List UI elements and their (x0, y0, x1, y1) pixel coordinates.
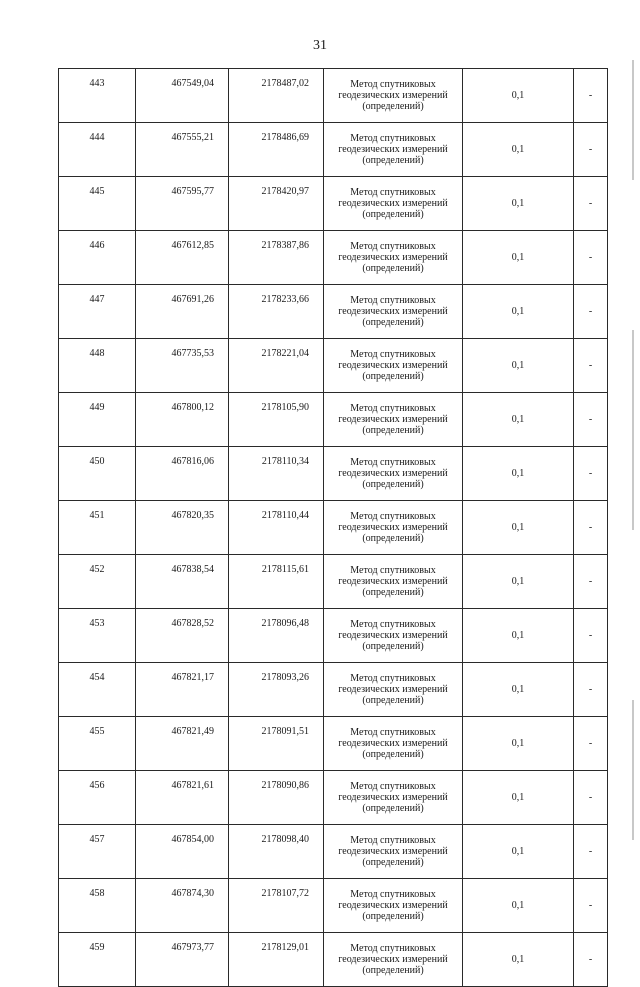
method-text: Метод спутниковых геодезических измерений (определений) (338, 673, 448, 706)
accuracy-text: 0,1 (511, 900, 525, 911)
accuracy-cell (463, 339, 574, 393)
y-coordinate-cell (229, 717, 324, 771)
description-text: - (588, 522, 593, 533)
table-row (59, 717, 608, 771)
y-coordinate-text: 2178420,97 (261, 186, 309, 197)
x-coordinate-cell (136, 231, 229, 285)
accuracy-cell (463, 177, 574, 231)
method-text: Метод спутниковых геодезических измерений (определений) (338, 349, 448, 382)
method-text: Метод спутниковых геодезических измерений (определений) (338, 835, 448, 868)
x-coordinate-text: 467735,53 (171, 348, 214, 359)
point-number-cell (59, 879, 136, 933)
accuracy-text: 0,1 (511, 144, 525, 155)
x-coordinate-cell (136, 285, 229, 339)
method-cell (324, 771, 463, 825)
description-text: - (588, 684, 593, 695)
point-number-cell (59, 501, 136, 555)
table-row (59, 339, 608, 393)
point-number-text: 451 (89, 510, 105, 521)
description-cell (574, 285, 608, 339)
y-coordinate-text: 2178093,26 (261, 672, 309, 683)
x-coordinate-text: 467800,12 (171, 402, 214, 413)
page-number: 31 (313, 38, 327, 53)
point-number-cell (59, 231, 136, 285)
point-number-cell (59, 339, 136, 393)
scan-edge-mark (632, 60, 634, 180)
point-number-text: 449 (89, 402, 105, 413)
accuracy-text: 0,1 (511, 198, 525, 209)
y-coordinate-cell (229, 825, 324, 879)
description-cell (574, 609, 608, 663)
accuracy-cell (463, 933, 574, 987)
description-text: - (588, 360, 593, 371)
y-coordinate-text: 2178110,44 (261, 510, 309, 521)
description-text: - (588, 198, 593, 209)
accuracy-text: 0,1 (511, 576, 525, 587)
description-text: - (588, 414, 593, 425)
method-text: Метод спутниковых геодезических измерений (определений) (338, 619, 448, 652)
method-cell (324, 717, 463, 771)
accuracy-cell (463, 447, 574, 501)
point-number-cell (59, 555, 136, 609)
table-row (59, 771, 608, 825)
x-coordinate-text: 467549,04 (171, 78, 214, 89)
x-coordinate-cell (136, 879, 229, 933)
method-cell (324, 501, 463, 555)
method-cell (324, 663, 463, 717)
accuracy-cell (463, 771, 574, 825)
y-coordinate-text: 2178096,48 (261, 618, 309, 629)
x-coordinate-cell (136, 717, 229, 771)
description-text: - (588, 468, 593, 479)
point-number-text: 444 (89, 132, 105, 143)
description-text: - (588, 306, 593, 317)
method-cell (324, 285, 463, 339)
coordinates-table-body (59, 69, 608, 987)
description-cell (574, 231, 608, 285)
x-coordinate-text: 467828,52 (171, 618, 214, 629)
point-number-cell (59, 69, 136, 123)
table-row (59, 609, 608, 663)
description-cell (574, 69, 608, 123)
y-coordinate-cell (229, 123, 324, 177)
table-row (59, 231, 608, 285)
point-number-cell (59, 177, 136, 231)
point-number-text: 443 (89, 78, 105, 89)
x-coordinate-text: 467821,49 (171, 726, 214, 737)
y-coordinate-cell (229, 663, 324, 717)
method-cell (324, 609, 463, 663)
x-coordinate-cell (136, 69, 229, 123)
table-row (59, 501, 608, 555)
accuracy-text: 0,1 (511, 252, 525, 263)
x-coordinate-text: 467973,77 (171, 942, 214, 953)
y-coordinate-text: 2178487,02 (261, 78, 309, 89)
accuracy-cell (463, 609, 574, 663)
accuracy-text: 0,1 (511, 792, 525, 803)
method-cell (324, 231, 463, 285)
point-number-text: 456 (89, 780, 105, 791)
method-cell (324, 447, 463, 501)
description-text: - (588, 90, 593, 101)
x-coordinate-cell (136, 609, 229, 663)
accuracy-text: 0,1 (511, 360, 525, 371)
method-text: Метод спутниковых геодезических измерений (определений) (338, 241, 448, 274)
point-number-cell (59, 933, 136, 987)
x-coordinate-cell (136, 933, 229, 987)
y-coordinate-cell (229, 879, 324, 933)
point-number-text: 454 (89, 672, 105, 683)
x-coordinate-text: 467820,35 (171, 510, 214, 521)
accuracy-cell (463, 393, 574, 447)
description-text: - (588, 252, 593, 263)
method-cell (324, 177, 463, 231)
y-coordinate-cell (229, 609, 324, 663)
y-coordinate-cell (229, 177, 324, 231)
x-coordinate-text: 467854,00 (171, 834, 214, 845)
point-number-text: 447 (89, 294, 105, 305)
y-coordinate-cell (229, 447, 324, 501)
y-coordinate-text: 2178107,72 (261, 888, 309, 899)
description-cell (574, 663, 608, 717)
y-coordinate-text: 2178091,51 (261, 726, 309, 737)
table-row (59, 663, 608, 717)
y-coordinate-text: 2178098,40 (261, 834, 309, 845)
method-cell (324, 69, 463, 123)
description-cell (574, 717, 608, 771)
point-number-cell (59, 393, 136, 447)
method-text: Метод спутниковых геодезических измерений (определений) (338, 133, 448, 166)
table-row (59, 69, 608, 123)
point-number-text: 445 (89, 186, 105, 197)
point-number-text: 458 (89, 888, 105, 899)
y-coordinate-cell (229, 285, 324, 339)
y-coordinate-text: 2178090,86 (261, 780, 309, 791)
accuracy-text: 0,1 (511, 414, 525, 425)
method-text: Метод спутниковых геодезических измерений (определений) (338, 187, 448, 220)
point-number-text: 448 (89, 348, 105, 359)
accuracy-text: 0,1 (511, 306, 525, 317)
accuracy-text: 0,1 (511, 522, 525, 533)
accuracy-text: 0,1 (511, 630, 525, 641)
description-text: - (588, 576, 593, 587)
method-cell (324, 879, 463, 933)
description-cell (574, 393, 608, 447)
table-row (59, 555, 608, 609)
method-cell (324, 339, 463, 393)
description-cell (574, 123, 608, 177)
description-cell (574, 339, 608, 393)
method-text: Метод спутниковых геодезических измерений (определений) (338, 457, 448, 490)
coordinates-table (58, 68, 608, 987)
accuracy-cell (463, 69, 574, 123)
accuracy-text: 0,1 (511, 468, 525, 479)
accuracy-cell (463, 879, 574, 933)
method-text: Метод спутниковых геодезических измерений (определений) (338, 727, 448, 760)
x-coordinate-cell (136, 177, 229, 231)
x-coordinate-cell (136, 825, 229, 879)
description-text: - (588, 792, 593, 803)
description-cell (574, 447, 608, 501)
method-text: Метод спутниковых геодезических измерений (определений) (338, 295, 448, 328)
accuracy-cell (463, 285, 574, 339)
x-coordinate-text: 467595,77 (171, 186, 214, 197)
description-cell (574, 177, 608, 231)
point-number-text: 453 (89, 618, 105, 629)
point-number-cell (59, 609, 136, 663)
method-cell (324, 555, 463, 609)
x-coordinate-text: 467555,21 (171, 132, 214, 143)
accuracy-cell (463, 501, 574, 555)
accuracy-cell (463, 123, 574, 177)
accuracy-cell (463, 231, 574, 285)
description-cell (574, 501, 608, 555)
description-text: - (588, 144, 593, 155)
point-number-cell (59, 123, 136, 177)
point-number-text: 455 (89, 726, 105, 737)
accuracy-cell (463, 663, 574, 717)
description-cell (574, 771, 608, 825)
accuracy-text: 0,1 (511, 684, 525, 695)
y-coordinate-cell (229, 69, 324, 123)
x-coordinate-text: 467691,26 (171, 294, 214, 305)
table-row (59, 447, 608, 501)
y-coordinate-cell (229, 771, 324, 825)
method-text: Метод спутниковых геодезических измерений (определений) (338, 943, 448, 976)
x-coordinate-text: 467874,30 (171, 888, 214, 899)
y-coordinate-text: 2178233,66 (261, 294, 309, 305)
point-number-text: 450 (89, 456, 105, 467)
y-coordinate-cell (229, 555, 324, 609)
method-text: Метод спутниковых геодезических измерений (определений) (338, 565, 448, 598)
x-coordinate-cell (136, 123, 229, 177)
point-number-text: 459 (89, 942, 105, 953)
description-cell (574, 555, 608, 609)
description-cell (574, 933, 608, 987)
method-text: Метод спутниковых геодезических измерений (определений) (338, 889, 448, 922)
x-coordinate-cell (136, 663, 229, 717)
table-row (59, 825, 608, 879)
y-coordinate-text: 2178110,34 (261, 456, 309, 467)
accuracy-cell (463, 555, 574, 609)
point-number-cell (59, 825, 136, 879)
description-text: - (588, 954, 593, 965)
description-text: - (588, 630, 593, 641)
accuracy-text: 0,1 (511, 954, 525, 965)
point-number-text: 457 (89, 834, 105, 845)
table-row (59, 933, 608, 987)
y-coordinate-text: 2178486,69 (261, 132, 309, 143)
point-number-text: 446 (89, 240, 105, 251)
point-number-cell (59, 717, 136, 771)
y-coordinate-text: 2178105,90 (261, 402, 309, 413)
accuracy-text: 0,1 (511, 738, 525, 749)
y-coordinate-cell (229, 933, 324, 987)
description-text: - (588, 846, 593, 857)
table-row (59, 177, 608, 231)
y-coordinate-cell (229, 339, 324, 393)
table-row (59, 393, 608, 447)
y-coordinate-cell (229, 231, 324, 285)
y-coordinate-text: 2178129,01 (261, 942, 309, 953)
method-cell (324, 825, 463, 879)
y-coordinate-cell (229, 393, 324, 447)
x-coordinate-text: 467612,85 (171, 240, 214, 251)
method-text: Метод спутниковых геодезических измерений (определений) (338, 511, 448, 544)
scan-edge-mark (632, 700, 634, 840)
x-coordinate-text: 467816,06 (171, 456, 214, 467)
x-coordinate-cell (136, 447, 229, 501)
x-coordinate-cell (136, 771, 229, 825)
point-number-text: 452 (89, 564, 105, 575)
x-coordinate-text: 467821,61 (171, 780, 214, 791)
x-coordinate-cell (136, 501, 229, 555)
table-row (59, 285, 608, 339)
y-coordinate-text: 2178221,04 (261, 348, 309, 359)
description-text: - (588, 900, 593, 911)
method-text: Метод спутниковых геодезических измерений (определений) (338, 781, 448, 814)
x-coordinate-cell (136, 393, 229, 447)
accuracy-text: 0,1 (511, 90, 525, 101)
method-text: Метод спутниковых геодезических измерений (определений) (338, 403, 448, 436)
x-coordinate-text: 467838,54 (171, 564, 214, 575)
method-text: Метод спутниковых геодезических измерений (определений) (338, 79, 448, 112)
description-text: - (588, 738, 593, 749)
x-coordinate-cell (136, 555, 229, 609)
accuracy-cell (463, 717, 574, 771)
method-cell (324, 393, 463, 447)
point-number-cell (59, 285, 136, 339)
accuracy-text: 0,1 (511, 846, 525, 857)
method-cell (324, 933, 463, 987)
table-row (59, 123, 608, 177)
point-number-cell (59, 663, 136, 717)
description-cell (574, 879, 608, 933)
point-number-cell (59, 771, 136, 825)
point-number-cell (59, 447, 136, 501)
x-coordinate-text: 467821,17 (171, 672, 214, 683)
method-cell (324, 123, 463, 177)
y-coordinate-cell (229, 501, 324, 555)
y-coordinate-text: 2178387,86 (261, 240, 309, 251)
table-row (59, 879, 608, 933)
accuracy-cell (463, 825, 574, 879)
y-coordinate-text: 2178115,61 (261, 564, 309, 575)
x-coordinate-cell (136, 339, 229, 393)
scan-edge-mark (632, 330, 634, 530)
description-cell (574, 825, 608, 879)
